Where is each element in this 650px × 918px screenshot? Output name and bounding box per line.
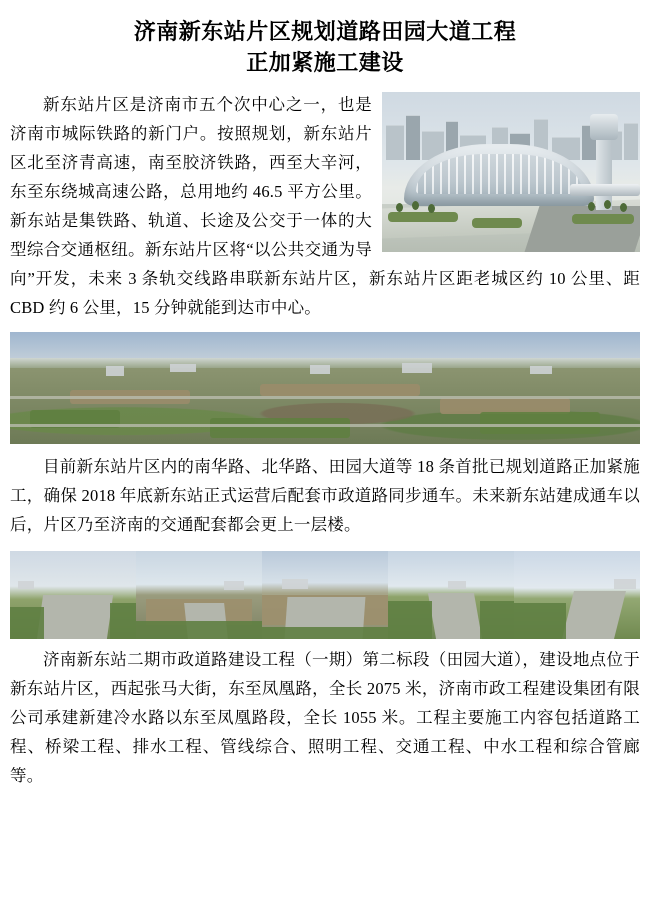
image-road-strip: [10, 551, 640, 639]
train: [570, 184, 640, 196]
paragraph-1: 新东站片区是济南市五个次中心之一，也是济南市城际铁路的新门户。按照规划，新东站片区北至济青高速，南至胶济铁路，西至大辛河，东至东绕城高速公路，总用地约 46.5 平方公里。新东站是集铁路、轨道、长途及公交于一体的大型综合交通枢纽。新东站片区将“以公共交通为导向”开发，未来 3 条轨交线路串联新东站片区，新东站片区距老城区约 10 公里、距 CBD 约 6 公里，15 分钟就能到达市中心。: [10, 95, 640, 317]
strip-photo-4: [388, 551, 514, 639]
page-title-line-2: 正加紧施工建设: [246, 50, 404, 75]
image-aerial-panorama: [10, 332, 640, 444]
image-station-render: [382, 92, 640, 252]
paragraph-2: 目前新东站片区内的南华路、北华路、田园大道等 18 条首批已规划道路正加紧施工，确保 2018 年底新东站正式运营后配套市政道路同步通车。未来新东站建成通车以后，片区乃至济南的交通配套都会更上一层楼。: [10, 457, 640, 534]
strip-photo-2: [136, 551, 262, 639]
section-progress: [10, 452, 640, 539]
paragraph-3: 济南新东站二期市政道路建设工程（一期）第二标段（田园大道），建设地点位于新东站片区，西起张马大街，东至凤凰路，全长 2075 米，济南市政工程建设集团有限公司承建新建冷水路以东至凤凰路段，全长 1055 米。工程主要施工内容包括道路工程、桥梁工程、排水工程、管线综合、照明工程、交通工程、中水工程和综合管廊等。: [10, 650, 640, 785]
strip-photo-3: [262, 551, 388, 639]
access-road: [525, 206, 640, 252]
strip-photo-1: [10, 551, 136, 639]
section-intro: [10, 90, 640, 322]
page-title: [10, 16, 640, 78]
page-title-line-1: 济南新东站片区规划道路田园大道工程: [133, 19, 517, 44]
strip-photo-5: [514, 551, 640, 639]
section-project-detail: [10, 645, 640, 790]
